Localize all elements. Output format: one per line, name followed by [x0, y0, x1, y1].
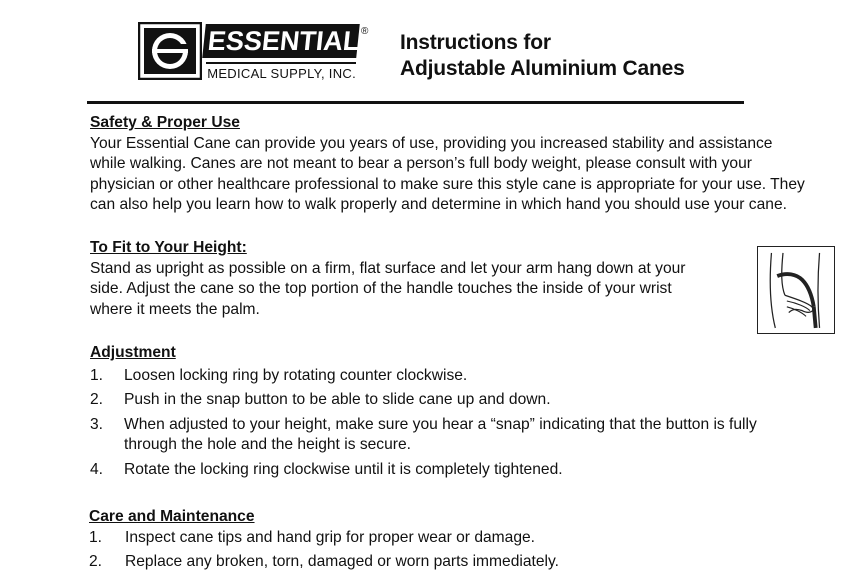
title-line-2: Adjustable Aluminium Canes — [400, 57, 685, 80]
section-heading: Care and Maintenance — [89, 508, 255, 525]
section-heading: To Fit to Your Height: — [90, 239, 247, 256]
list-number: 1. — [90, 366, 104, 384]
list-item — [90, 415, 757, 456]
paragraph-line: Stand as upright as possible on a firm, flat surface and let your arm hang down at your — [90, 259, 686, 277]
document-title — [400, 30, 685, 82]
list-text: Loosen locking ring by rotating counter clockwise. — [124, 366, 468, 384]
list-text: Replace any broken, torn, damaged or worn parts immediately. — [125, 553, 559, 570]
section-fit — [90, 238, 686, 320]
list-item — [90, 366, 757, 387]
section-heading: Safety & Proper Use — [90, 114, 240, 131]
list-item — [90, 390, 757, 411]
list-number: 3. — [90, 415, 104, 433]
care-list — [89, 528, 559, 573]
section-safety — [90, 113, 805, 216]
hand-on-cane-icon — [757, 246, 835, 334]
registered-mark: ® — [361, 26, 369, 37]
section-heading: Adjustment — [90, 344, 176, 361]
list-text: Inspect cane tips and hand grip for proper wear or damage. — [125, 528, 536, 546]
title-line-1: Instructions for — [400, 31, 551, 54]
section-adjustment — [90, 343, 757, 480]
company-logo — [138, 22, 368, 84]
logo-emblem-icon — [138, 22, 202, 80]
header-divider — [87, 101, 744, 104]
brand-subtitle: MEDICAL SUPPLY, INC. — [206, 62, 356, 81]
list-number: 4. — [90, 460, 104, 478]
list-item — [89, 552, 559, 573]
list-text: Rotate the locking ring clockwise until it is completely tightened. — [124, 460, 563, 478]
list-text: Push in the snap button to be able to slide cane up and down. — [124, 391, 551, 408]
paragraph-line: physician or other healthcare professional to make sure this style cane is appropriate for your use. They — [90, 175, 805, 193]
section-care — [89, 507, 559, 573]
list-text — [124, 415, 757, 456]
list-text-line: through the hole and the height is secure. — [124, 436, 411, 453]
list-number: 2. — [89, 553, 103, 570]
list-text-line: When adjusted to your height, make sure you hear a “snap” indicating that the button is fully — [124, 415, 757, 433]
paragraph-line: Your Essential Cane can provide you years of use, providing you increased stability and assistance — [90, 134, 773, 152]
list-number: 1. — [89, 528, 103, 546]
brand-name: ESSENTIAL — [202, 24, 360, 58]
list-number: 2. — [90, 391, 104, 408]
paragraph-line: while walking. Canes are not meant to bear a person’s full body weight, please consult with your — [90, 155, 752, 172]
adjustment-list — [90, 366, 757, 481]
paragraph-line: where it meets the palm. — [90, 300, 260, 318]
paragraph-line: side. Adjust the cane so the top portion of the handle touches the inside of your wrist — [90, 280, 672, 297]
paragraph-line: can also help you learn how to walk properly and determine in which hand you should use your cane. — [90, 196, 787, 213]
list-item — [90, 460, 757, 481]
list-item — [89, 528, 559, 549]
